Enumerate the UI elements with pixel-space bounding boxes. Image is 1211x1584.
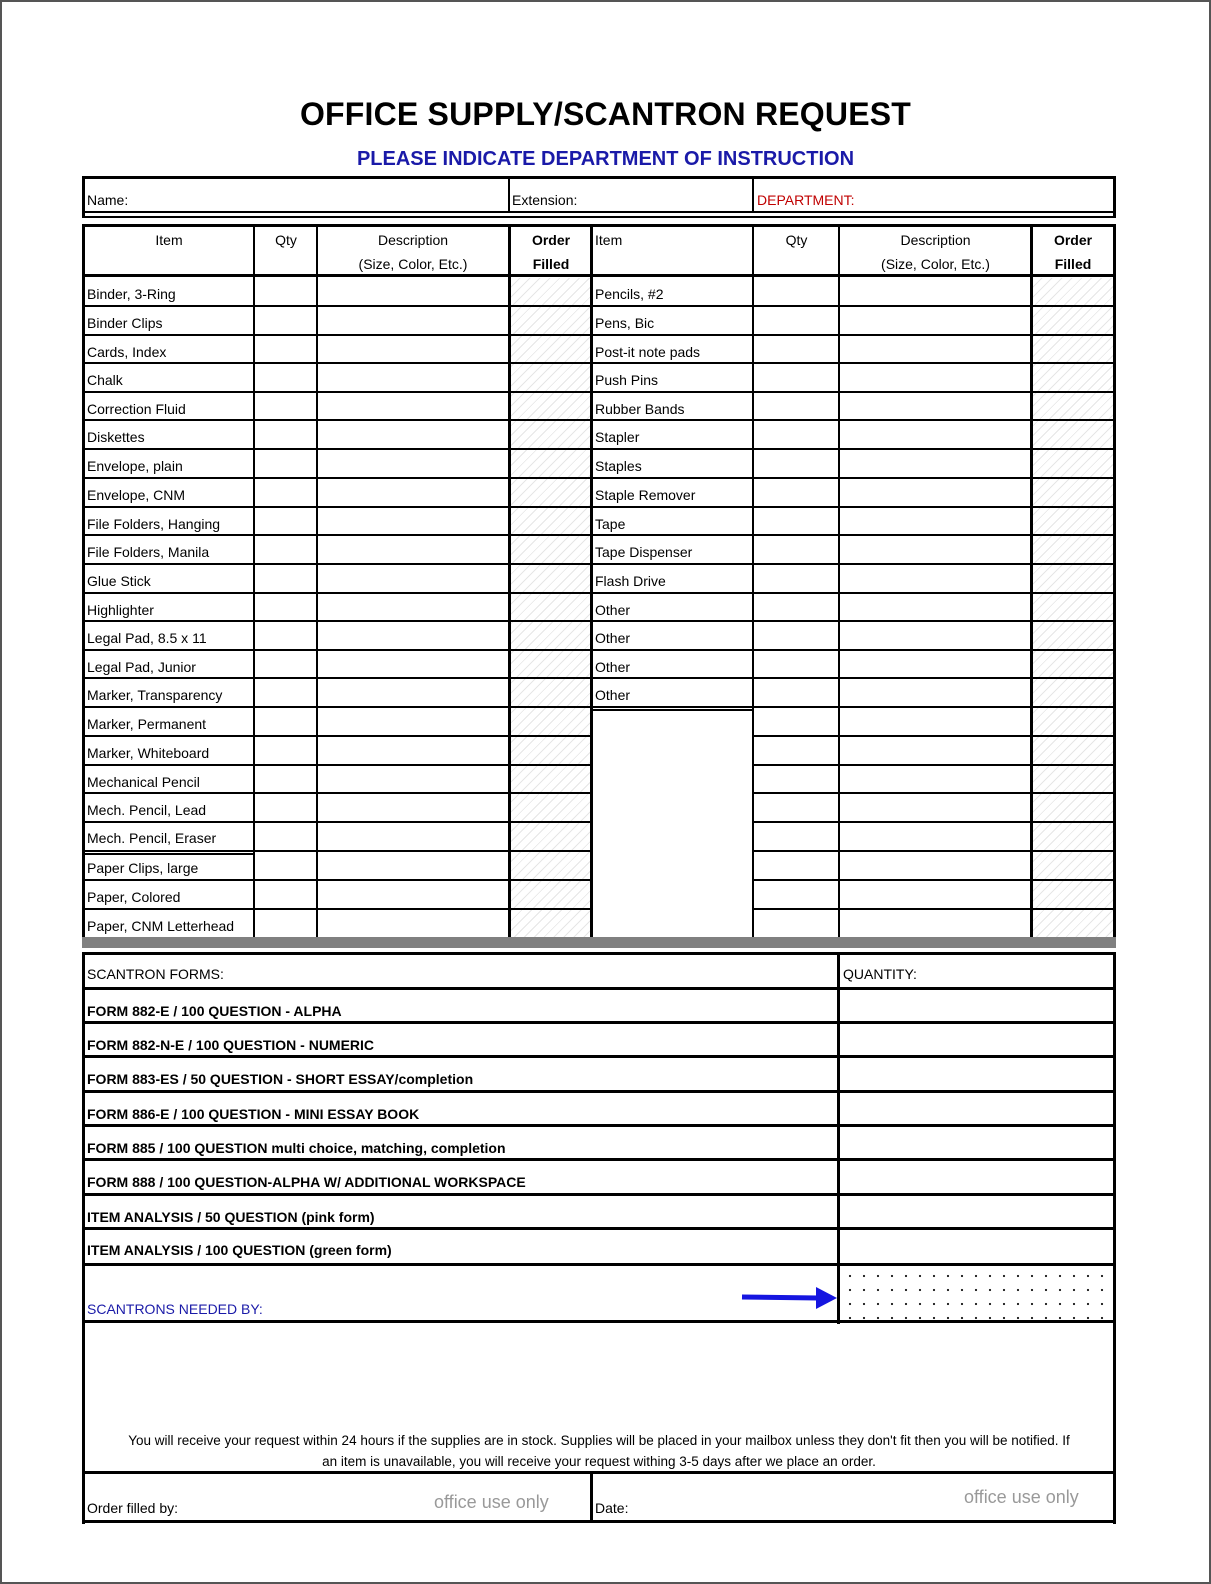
item-label: Marker, Permanent: [87, 716, 207, 732]
scantron-quantity-label: QUANTITY:: [843, 966, 917, 982]
qty-cell[interactable]: [255, 307, 316, 333]
description-cell[interactable]: [318, 421, 508, 447]
description-cell[interactable]: [318, 508, 508, 534]
scantron-form-label: [87, 1174, 526, 1190]
description-cell[interactable]: [840, 536, 1030, 562]
notice-line-1: You will receive your request within 24 hours if the supplies are in stock. Supplies will be placed in your mailbox unless they don't fit then you will be notified. If: [128, 1433, 1070, 1448]
scantron-form-detail: completion: [398, 1071, 474, 1087]
item-label: Mech. Pencil, Eraser: [87, 830, 217, 846]
form-subtitle: PLEASE INDICATE DEPARTMENT OF INSTRUCTION: [356, 148, 855, 170]
description-cell[interactable]: [840, 364, 1030, 390]
qty-cell[interactable]: [255, 508, 316, 534]
scantron-form-code: FORM 886-E / 100 QUESTION - MINI ESSAY BOOK: [87, 1106, 420, 1122]
scantron-form-label: [87, 1071, 473, 1087]
qty-cell[interactable]: [754, 479, 838, 505]
col-description-sub-right: (Size, Color, Etc.): [881, 256, 990, 272]
description-cell[interactable]: [840, 679, 1030, 705]
scantron-form-code: FORM 882-E / 100 QUESTION - ALPHA: [87, 1003, 342, 1019]
qty-cell[interactable]: [255, 421, 316, 447]
scantron-form-code: ITEM ANALYSIS / 50 QUESTION: [87, 1209, 302, 1225]
description-cell[interactable]: [318, 794, 508, 820]
qty-cell[interactable]: [754, 307, 838, 333]
office-use-only-right: office use only: [964, 1487, 1079, 1507]
scantron-forms-label: SCANTRON FORMS:: [87, 966, 224, 982]
order-filled-column-right: [1033, 278, 1113, 938]
scantron-quantity-cell[interactable]: [841, 1229, 1112, 1259]
item-label: Tape Dispenser: [595, 544, 693, 560]
description-cell[interactable]: [318, 479, 508, 505]
col-order-right: Order: [1053, 232, 1093, 248]
col-qty-right: Qty: [785, 232, 808, 248]
item-label: Staple Remover: [595, 487, 696, 503]
office-use-only-left: office use only: [434, 1492, 549, 1512]
qty-cell[interactable]: [754, 450, 838, 476]
scantron-form-label: [87, 1242, 392, 1258]
qty-cell[interactable]: [255, 622, 316, 648]
item-label: Glue Stick: [87, 573, 151, 589]
scantron-form-label: [87, 1003, 342, 1019]
empty-block: [593, 711, 752, 937]
qty-cell[interactable]: [255, 565, 316, 591]
order-filled-by-field[interactable]: [87, 1500, 178, 1516]
description-cell[interactable]: [318, 852, 508, 878]
item-label: Paper, CNM Letterhead: [87, 918, 235, 934]
scantron-form-label: [87, 1140, 506, 1156]
item-label: Paper Clips, large: [87, 860, 199, 876]
qty-cell[interactable]: [754, 278, 838, 304]
description-cell[interactable]: [318, 651, 508, 677]
qty-cell[interactable]: [754, 651, 838, 677]
item-label: Flash Drive: [595, 573, 666, 589]
description-cell[interactable]: [840, 421, 1030, 447]
item-label: Paper, Colored: [87, 889, 181, 905]
qty-cell[interactable]: [754, 421, 838, 447]
item-label: Envelope, plain: [87, 458, 183, 474]
item-label: File Folders, Hanging: [87, 516, 221, 532]
qty-cell[interactable]: [255, 651, 316, 677]
description-cell[interactable]: [840, 307, 1030, 333]
qty-cell[interactable]: [255, 594, 316, 620]
item-label: Other: [595, 630, 631, 646]
col-order-left: Order: [531, 232, 571, 248]
scantron-form-code: ITEM ANALYSIS / 100 QUESTION: [87, 1242, 310, 1258]
scantrons-needed-by-label: SCANTRONS NEEDED BY:: [87, 1301, 263, 1317]
scantron-form-label: [87, 1209, 375, 1225]
scantron-quantity-cell[interactable]: [841, 1093, 1112, 1123]
item-label: Rubber Bands: [595, 401, 685, 417]
scantron-quantity-cell[interactable]: [841, 1161, 1112, 1191]
qty-cell[interactable]: [754, 594, 838, 620]
item-label: Mechanical Pencil: [87, 774, 200, 790]
qty-cell[interactable]: [255, 737, 316, 763]
qty-cell[interactable]: [255, 881, 316, 907]
item-label: Binder Clips: [87, 315, 163, 331]
description-cell[interactable]: [318, 910, 508, 936]
item-label: Highlighter: [87, 602, 154, 618]
scantron-quantity-cell[interactable]: [841, 1196, 1112, 1226]
description-cell[interactable]: [318, 536, 508, 562]
qty-cell[interactable]: [754, 679, 838, 705]
item-label: Legal Pad, 8.5 x 11: [87, 630, 207, 646]
item-label: Other: [595, 687, 631, 703]
name-field[interactable]: [87, 192, 128, 208]
description-cell[interactable]: [318, 278, 508, 304]
item-label: Post-it note pads: [595, 344, 701, 360]
item-label: Correction Fluid: [87, 401, 186, 417]
item-label: Pens, Bic: [595, 315, 655, 331]
qty-cell[interactable]: [255, 536, 316, 562]
qty-cell[interactable]: [255, 822, 316, 848]
scantron-form-label: [87, 1037, 374, 1053]
scantron-quantity-cell[interactable]: [841, 1024, 1112, 1054]
description-cell[interactable]: [840, 336, 1030, 362]
qty-cell[interactable]: [255, 393, 316, 419]
name-label: Name:: [87, 192, 129, 208]
scantron-form-detail: (pink form): [301, 1209, 375, 1225]
item-label: Pencils, #2: [595, 286, 664, 302]
qty-cell[interactable]: [255, 766, 316, 792]
qty-cell[interactable]: [255, 852, 316, 878]
description-cell[interactable]: [318, 822, 508, 848]
qty-cell[interactable]: [754, 393, 838, 419]
col-description-right: Description: [900, 232, 971, 248]
description-cell[interactable]: [318, 393, 508, 419]
scantron-quantity-cell[interactable]: [841, 1058, 1112, 1088]
item-label: File Folders, Manila: [87, 544, 210, 560]
qty-cell[interactable]: [255, 910, 316, 936]
qty-cell[interactable]: [255, 794, 316, 820]
qty-cell[interactable]: [754, 536, 838, 562]
description-cell[interactable]: [840, 651, 1030, 677]
description-cell[interactable]: [318, 766, 508, 792]
description-cell[interactable]: [318, 450, 508, 476]
scantron-quantity-cell[interactable]: [841, 1127, 1112, 1157]
qty-cell[interactable]: [754, 565, 838, 591]
description-cell[interactable]: [318, 737, 508, 763]
item-label: Marker, Whiteboard: [87, 745, 210, 761]
description-cell[interactable]: [318, 679, 508, 705]
description-cell[interactable]: [840, 479, 1030, 505]
item-label: Chalk: [87, 372, 123, 388]
qty-cell[interactable]: [255, 336, 316, 362]
item-label: Cards, Index: [87, 344, 167, 360]
description-cell[interactable]: [318, 881, 508, 907]
qty-cell[interactable]: [255, 278, 316, 304]
description-cell[interactable]: [318, 594, 508, 620]
col-description-left: Description: [377, 232, 449, 248]
item-label: Stapler: [595, 429, 640, 445]
item-label: Staples: [595, 458, 642, 474]
qty-cell[interactable]: [255, 450, 316, 476]
item-label: Tape: [595, 516, 626, 532]
qty-cell[interactable]: [754, 508, 838, 534]
description-cell[interactable]: [318, 622, 508, 648]
col-item-right: Item: [595, 232, 623, 248]
qty-cell[interactable]: [754, 364, 838, 390]
item-label: Binder, 3-Ring: [87, 286, 176, 302]
form-title: OFFICE SUPPLY/SCANTRON REQUEST: [299, 96, 912, 132]
item-label: Push Pins: [595, 372, 659, 388]
needed-by-date-field[interactable]: [840, 1266, 1113, 1320]
date-field[interactable]: [595, 1500, 628, 1516]
description-cell[interactable]: [840, 450, 1030, 476]
department-field[interactable]: [757, 192, 855, 208]
item-label: Mech. Pencil, Lead: [87, 802, 207, 818]
department-label: DEPARTMENT:: [757, 192, 855, 208]
scantron-form-code: FORM 882-N-E / 100 QUESTION - NUMERIC: [87, 1037, 375, 1053]
col-filled-left: Filled: [532, 256, 570, 272]
col-description-sub-left: (Size, Color, Etc.): [358, 256, 468, 272]
scantron-form-label: [87, 1106, 419, 1122]
qty-cell[interactable]: [754, 336, 838, 362]
description-cell[interactable]: [318, 364, 508, 390]
scantron-form-code: FORM 885 / 100 QUESTION: [87, 1140, 272, 1156]
description-cell[interactable]: [840, 622, 1030, 648]
scantron-quantity-cell[interactable]: [841, 990, 1112, 1020]
col-item-left: Item: [155, 232, 183, 248]
scantron-form-code: FORM 883-ES / 50 QUESTION - SHORT ESSAY/: [87, 1071, 399, 1087]
item-label: Marker, Transparency: [87, 687, 223, 703]
qty-cell[interactable]: [255, 708, 316, 734]
description-cell[interactable]: [318, 708, 508, 734]
arrow-right-icon: [740, 1285, 838, 1311]
scantron-form-detail: multi choice, matching, completion: [271, 1140, 506, 1156]
item-label: Envelope, CNM: [87, 487, 186, 503]
description-cell[interactable]: [840, 393, 1030, 419]
scantron-form-detail: (green form): [309, 1242, 392, 1258]
qty-cell[interactable]: [255, 479, 316, 505]
extension-field[interactable]: [512, 192, 577, 208]
qty-cell[interactable]: [754, 622, 838, 648]
description-cell[interactable]: [318, 336, 508, 362]
order-filled-column-left: [511, 278, 591, 938]
item-label: Other: [595, 659, 631, 675]
qty-cell[interactable]: [255, 364, 316, 390]
item-label: Legal Pad, Junior: [87, 659, 196, 675]
col-filled-right: Filled: [1054, 256, 1092, 272]
description-cell[interactable]: [840, 565, 1030, 591]
notice-line-2: an item is unavailable, you will receive your request withing 3-5 days after we place an order.: [322, 1454, 876, 1469]
description-cell[interactable]: [318, 565, 508, 591]
order-filled-by-label: Order filled by:: [87, 1500, 179, 1516]
item-label: Diskettes: [87, 429, 145, 445]
scantron-form-code: FORM 888 / 100 QUESTION-ALPHA W/ ADDITIONAL WORKSPACE: [87, 1174, 526, 1190]
description-cell[interactable]: [318, 307, 508, 333]
col-qty-left: Qty: [275, 232, 297, 248]
item-label: Other: [595, 602, 631, 618]
description-cell[interactable]: [840, 594, 1030, 620]
description-cell[interactable]: [840, 278, 1030, 304]
description-cell[interactable]: [840, 508, 1030, 534]
extension-label: Extension:: [512, 192, 578, 208]
date-label: Date:: [595, 1500, 629, 1516]
qty-cell[interactable]: [255, 679, 316, 705]
